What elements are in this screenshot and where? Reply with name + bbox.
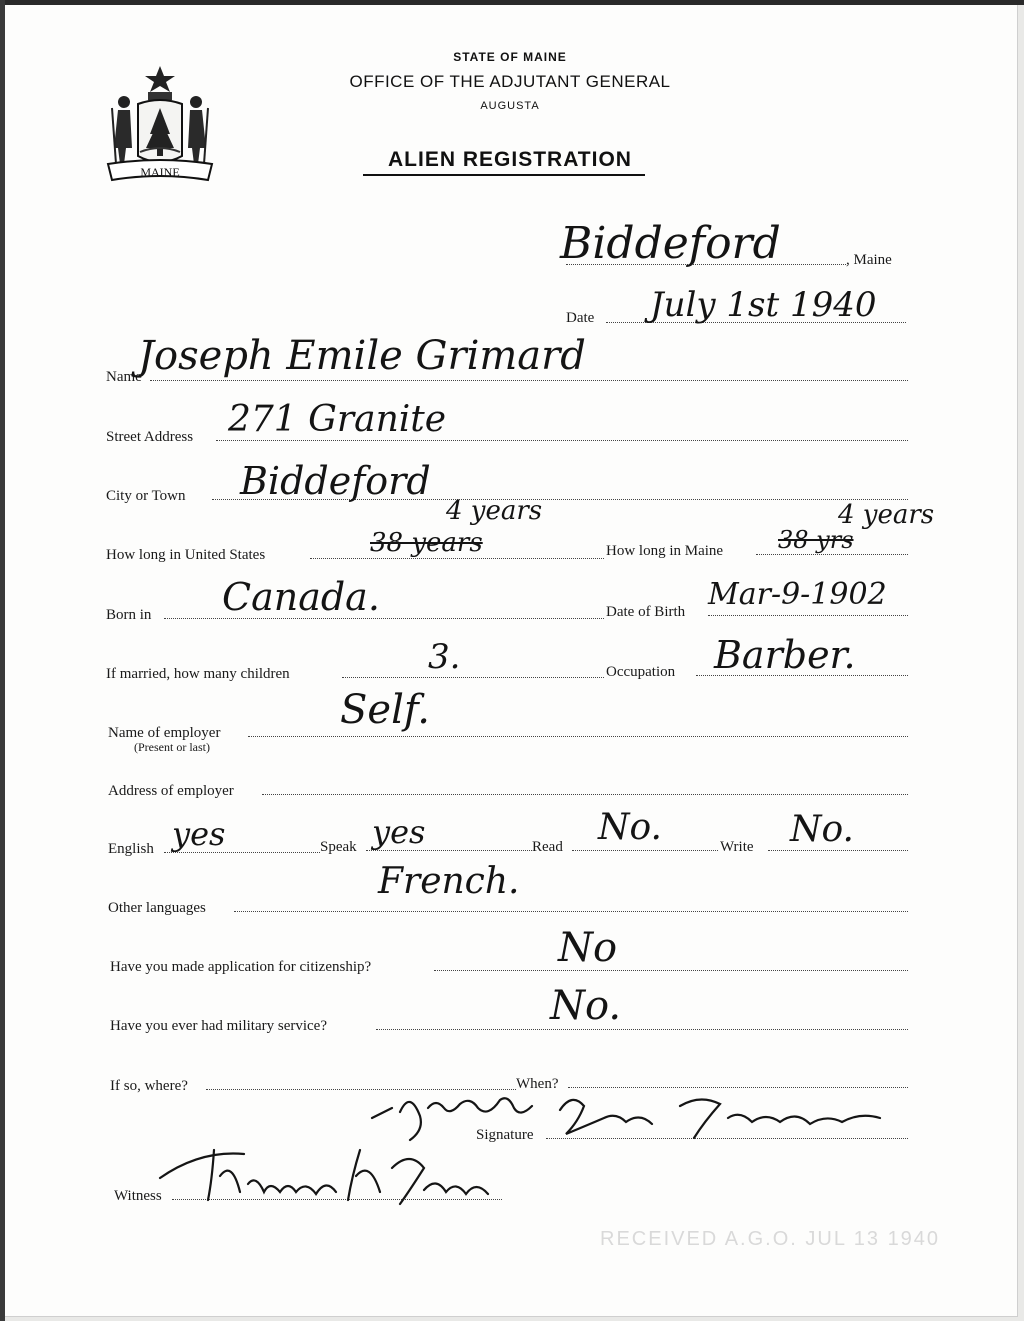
citizenship-entry: No	[558, 925, 618, 971]
street-label: Street Address	[106, 429, 194, 445]
children-entry: 3.	[428, 637, 461, 677]
name-label: Name	[106, 369, 142, 385]
form-title: ALIEN REGISTRATION	[388, 148, 632, 171]
languages-label: Other languages	[108, 900, 206, 916]
children-label: If married, how many children	[106, 666, 290, 682]
header-city: AUGUSTA	[480, 100, 540, 112]
speak-label: Speak	[320, 839, 357, 855]
name-entry: Joseph Emile Grimard	[138, 333, 586, 379]
place-entry: Biddeford	[560, 218, 781, 269]
when-label: When?	[516, 1076, 559, 1092]
date-entry: July 1st 1940	[650, 285, 877, 325]
born-entry: Canada.	[222, 575, 380, 619]
military-entry: No.	[550, 983, 622, 1029]
born-label: Born in	[106, 607, 152, 623]
maine-entry: 4 years	[838, 500, 935, 530]
occupation-entry: Barber.	[714, 633, 856, 677]
street-entry: 271 Granite	[228, 399, 447, 440]
employer-sublabel: (Present or last)	[134, 740, 210, 754]
english-entry: yes	[172, 815, 226, 853]
citizenship-label: Have you made application for citizenship?	[110, 959, 372, 975]
english-label: English	[108, 841, 154, 857]
maine-label: How long in Maine	[606, 543, 724, 559]
employer-entry: Self.	[340, 687, 430, 733]
write-label: Write	[720, 839, 754, 855]
languages-entry: French.	[378, 861, 520, 902]
write-entry: No.	[790, 809, 854, 850]
place-suffix-label: , Maine	[846, 252, 892, 268]
us-entry: 4 years	[446, 496, 543, 526]
read-entry: No.	[598, 807, 662, 848]
where-label: If so, where?	[110, 1078, 188, 1094]
read-label: Read	[532, 839, 563, 855]
city-label: City or Town	[106, 488, 186, 504]
city-entry: Biddeford	[240, 459, 431, 503]
header-office: OFFICE OF THE ADJUTANT GENERAL	[349, 72, 671, 91]
received-stamp: RECEIVED A.G.O. JUL 13 1940	[600, 1228, 941, 1250]
speak-entry: yes	[372, 813, 426, 851]
date-label: Date	[566, 310, 595, 326]
employer-label: Name of employer	[108, 725, 221, 741]
header-state: STATE OF MAINE	[453, 50, 567, 64]
signature-label: Signature	[476, 1127, 534, 1143]
witness-label: Witness	[114, 1188, 162, 1204]
dob-label: Date of Birth	[606, 604, 686, 620]
maine-struck-entry: 38 yrs	[778, 526, 854, 554]
us-label: How long in United States	[106, 547, 266, 563]
occupation-label: Occupation	[606, 664, 676, 680]
dob-entry: Mar-9-1902	[708, 577, 887, 612]
employer-address-label: Address of employer	[108, 783, 234, 799]
military-label: Have you ever had military service?	[110, 1018, 327, 1034]
us-struck-entry: 38 years	[370, 528, 483, 558]
seal-banner-text: MAINE	[140, 165, 180, 179]
